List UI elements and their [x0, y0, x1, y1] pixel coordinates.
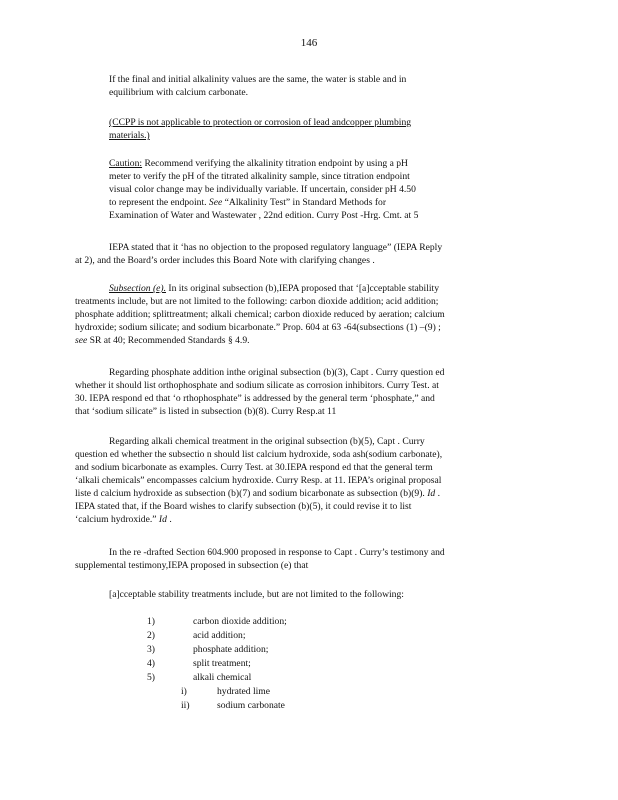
sublist-text: hydrated lime	[217, 686, 271, 697]
text-line: 30. IEPA respond ed that ‘o rthophosphate” is addressed by the general term ‘phosphate,” and	[75, 393, 435, 404]
text-line: ‘alkali chemicals” encompasses calcium hydroxide. Curry Resp. at 11. IEPA’s original proposal	[75, 475, 442, 486]
sublist-item	[147, 699, 287, 713]
text-line	[109, 157, 418, 170]
list-number: 4)	[147, 658, 155, 669]
paragraph-ccpp-note	[109, 116, 411, 142]
list-text: carbon dioxide addition;	[193, 616, 287, 627]
text-line	[75, 282, 445, 295]
text-line: In the re -drafted Section 604.900 proposed in response to Capt . Curry’s testimony and	[109, 547, 445, 558]
text-line	[75, 513, 442, 526]
sublist-number: ii)	[181, 700, 190, 711]
list-item	[147, 657, 287, 671]
paragraph-quote-intro	[109, 588, 404, 601]
text-span: SR at 40; Recommended Standards § 4.9.	[87, 335, 250, 346]
list-text: split treatment;	[193, 658, 251, 669]
text-line: question ed whether the subsectio n should list calcium hydroxide, soda ash(sodium carbonate),	[75, 449, 443, 460]
list-item	[147, 629, 287, 643]
subsection-label: Subsection (e).	[109, 283, 167, 294]
see-signal: see	[75, 335, 88, 346]
list-number: 2)	[147, 630, 155, 641]
text-span: In its original subsection (b),IEPA proposed that ‘[a]cceptable stability	[166, 283, 440, 294]
text-line: treatments include, but are not limited to the following: carbon dioxide addition; acid addition;	[75, 296, 439, 307]
paragraph-equilibrium	[109, 73, 406, 99]
text-span: to represent the endpoint.	[109, 197, 209, 208]
text-span: .	[166, 514, 172, 525]
paragraph-phosphate	[75, 366, 444, 418]
paragraph-iepa-reply	[75, 241, 442, 267]
text-span: ‘calcium hydroxide.”	[75, 514, 159, 525]
text-line: Regarding alkali chemical treatment in the original subsection (b)(5), Capt . Curry	[109, 436, 425, 447]
text-line: hydroxide; sodium silicate; and sodium bicarbonate.” Prop. 604 at 63 -64(subsections (1) –(9) ;	[75, 322, 441, 333]
list-number: 1)	[147, 616, 155, 627]
text-line: Examination of Water and Wastewater , 22nd edition. Curry Post -Hrg. Cmt. at 5	[109, 210, 419, 221]
list-item	[147, 643, 287, 657]
list-item	[147, 615, 287, 629]
text-line: [a]cceptable stability treatments include, but are not limited to the following:	[109, 589, 404, 600]
text-line: IEPA stated that, if the Board wishes to clarify subsection (b)(5), it could revise it to list	[75, 501, 412, 512]
paragraph-alkali	[75, 435, 442, 526]
text-line: supplemental testimony,IEPA proposed in subsection (e) that	[75, 560, 309, 571]
text-line: materials.)	[109, 130, 150, 141]
list-item	[147, 671, 287, 685]
text-line: equilibrium with calcium carbonate.	[109, 87, 249, 98]
paragraph-subsection-e	[75, 282, 445, 347]
text-line: phosphate addition; splittreatment; alkali chemical; carbon dioxide reduced by aeration; calcium	[75, 309, 445, 320]
text-line	[109, 196, 418, 209]
text-line: at 2), and the Board’s order includes this Board Note with clarifying changes .	[75, 255, 375, 266]
text-line: Regarding phosphate addition inthe original subsection (b)(3), Capt . Curry question ed	[109, 367, 445, 378]
page-number: 146	[300, 37, 318, 49]
treatment-list	[147, 615, 287, 713]
caution-label: Caution:	[109, 158, 143, 169]
list-text: phosphate addition;	[193, 644, 269, 655]
text-line: visual color change may be individually variable. If uncertain, consider pH 4.50	[109, 184, 416, 195]
text-line: IEPA stated that it ‘has no objection to the proposed regulatory language” (IEPA Reply	[109, 242, 443, 253]
see-signal: See	[208, 197, 223, 208]
text-line: that ‘sodium silicate” is listed in subsection (b)(8). Curry Resp.at 11	[75, 406, 337, 417]
paragraph-redrafted	[75, 546, 445, 572]
list-text: acid addition;	[193, 630, 246, 641]
text-line: and sodium bicarbonate as examples. Curry Test. at 30.IEPA respond ed that the general term	[75, 462, 433, 473]
list-text: alkali chemical	[193, 672, 252, 683]
text-span: “Alkalinity Test” in Standard Methods for	[222, 197, 387, 208]
sublist-item	[147, 685, 287, 699]
text-line: If the final and initial alkalinity values are the same, the water is stable and in	[109, 74, 407, 85]
text-line	[75, 487, 442, 500]
sublist-number: i)	[181, 686, 187, 697]
text-line: (CCPP is not applicable to protection or corrosion of lead andcopper plumbing	[109, 117, 412, 128]
list-number: 3)	[147, 644, 155, 655]
text-span: .	[435, 488, 441, 499]
text-span: Recommend verifying the alkalinity titration endpoint by using a pH	[142, 158, 408, 169]
list-number: 5)	[147, 672, 155, 683]
text-line: meter to verify the pH of the titrated alkalinity sample, since titration endpoint	[109, 171, 410, 182]
text-line: whether it should list orthophosphate and sodium silicate as corrosion inhibitors. Curry Test. at	[75, 380, 439, 391]
text-span: liste d calcium hydroxide as subsection (b)(7) and sodium bicarbonate as subsection (b)(9).	[75, 488, 428, 499]
id-signal: Id	[158, 514, 167, 525]
sublist-text: sodium carbonate	[217, 700, 285, 711]
text-line	[75, 334, 445, 347]
id-signal: Id	[427, 488, 436, 499]
paragraph-caution	[109, 157, 418, 222]
